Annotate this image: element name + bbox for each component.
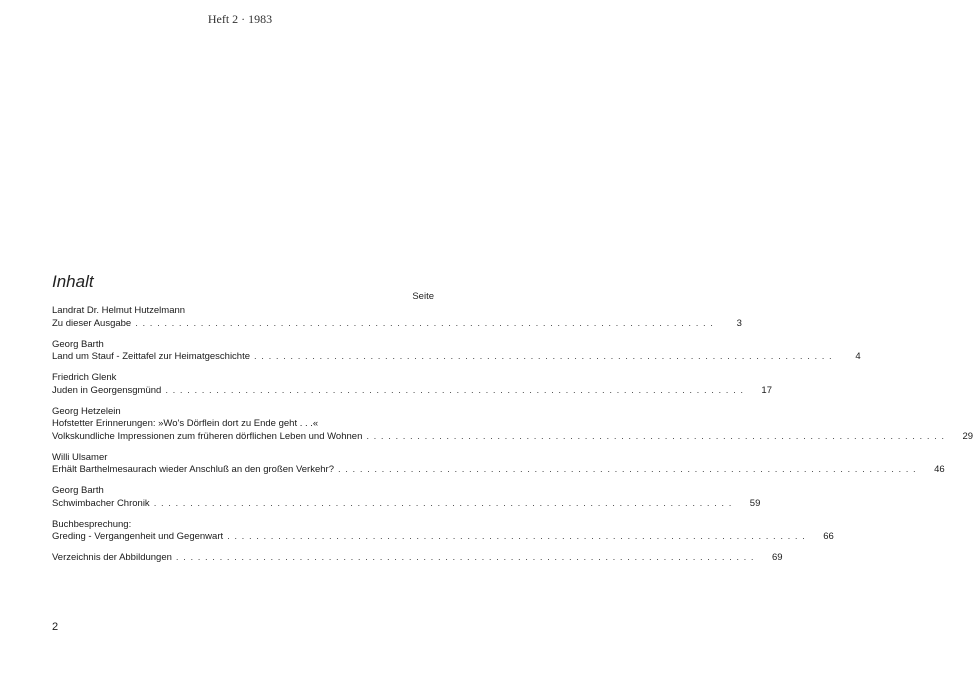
toc-entry [52, 451, 945, 477]
page-title: Inhalt [52, 272, 94, 291]
toc-author: Georg Hetzelein [52, 405, 121, 417]
toc-author: Buchbesprechung: [52, 518, 132, 530]
toc-page: 46 [934, 464, 945, 475]
toc-page: 17 [761, 384, 772, 396]
page-column-label: Seite [412, 291, 434, 302]
toc-line [52, 497, 761, 511]
toc-title: Land um Stauf - Zeittafel zur Heimatgeschichte [52, 351, 251, 362]
toc-entry [52, 485, 761, 510]
toc-entry [52, 518, 834, 544]
toc-page: 3 [736, 317, 742, 329]
table-of-contents [52, 305, 973, 573]
running-header: Heft 2 · 1983 [207, 12, 273, 26]
toc-line [52, 531, 834, 544]
page-number: 2 [52, 621, 59, 633]
toc-entry [52, 552, 783, 565]
toc-leader: . . . . . . . . . . . . . . . . . . . . . . . . . . . . . . . . . . . . . . . . . . . . . . . . . . . . . . . . . . . . . . . . . . . . . . . . . . . . . . . . [227, 531, 806, 542]
toc-author: Friedrich Glenk [52, 372, 117, 383]
toc-line [52, 384, 772, 398]
toc-entry [52, 338, 861, 364]
toc-line [52, 430, 973, 444]
toc-line [52, 552, 783, 565]
toc-author: Willi Ulsamer [52, 451, 108, 463]
toc-title: Zu dieser Ausgabe [52, 317, 132, 329]
toc-author: Georg Barth [52, 338, 104, 350]
toc-title: Erhält Barthelmesaurach wieder Anschluß an den großen Verkehr? [52, 464, 334, 475]
toc-entry [52, 405, 973, 444]
toc-author: Landrat Dr. Helmut Hutzelmann [52, 305, 186, 316]
toc-entry [52, 372, 772, 397]
toc-leader: . . . . . . . . . . . . . . . . . . . . . . . . . . . . . . . . . . . . . . . . . . . . . . . . . . . . . . . . . . . . . . . . . . . . . . . . . . . . . . . . [254, 351, 833, 362]
toc-page: 4 [855, 351, 861, 362]
toc-leader: . . . . . . . . . . . . . . . . . . . . . . . . . . . . . . . . . . . . . . . . . . . . . . . . . . . . . . . . . . . . . . . . . . . . . . . . . . . . . . . . [153, 497, 733, 509]
toc-title: Hofstetter Erinnerungen: »Wo's Dörflein dort zu Ende geht . . .« [52, 418, 319, 429]
toc-page: 69 [772, 552, 783, 563]
toc-line [52, 418, 434, 431]
toc-leader: . . . . . . . . . . . . . . . . . . . . . . . . . . . . . . . . . . . . . . . . . . . . . . . . . . . . . . . . . . . . . . . . . . . . . . . . . . . . . . . . [366, 430, 946, 442]
toc-line [52, 464, 945, 477]
toc-page: 29 [962, 430, 973, 442]
toc-leader: . . . . . . . . . . . . . . . . . . . . . . . . . . . . . . . . . . . . . . . . . . . . . . . . . . . . . . . . . . . . . . . . . . . . . . . . . . . . . . . . [175, 552, 755, 563]
toc-title: Volkskundliche Impressionen zum früheren dörflichen Leben und Wohnen [52, 430, 363, 442]
toc-page: 66 [823, 531, 834, 542]
toc-title: Verzeichnis der Abbildungen [52, 552, 172, 563]
toc-title: Juden in Georgensgmünd [52, 384, 162, 396]
toc-leader: . . . . . . . . . . . . . . . . . . . . . . . . . . . . . . . . . . . . . . . . . . . . . . . . . . . . . . . . . . . . . . . . . . . . . . . . . . . . . . . . [338, 464, 917, 475]
toc-leader: . . . . . . . . . . . . . . . . . . . . . . . . . . . . . . . . . . . . . . . . . . . . . . . . . . . . . . . . . . . . . . . . . . . . . . . . . . . . . . . . [165, 384, 744, 396]
toc-author: Georg Barth [52, 485, 104, 496]
toc-title: Greding - Vergangenheit und Gegenwart [52, 531, 224, 542]
toc-title: Schwimbacher Chronik [52, 497, 150, 509]
toc-line [52, 317, 742, 331]
toc-leader: . . . . . . . . . . . . . . . . . . . . . . . . . . . . . . . . . . . . . . . . . . . . . . . . . . . . . . . . . . . . . . . . . . . . . . . . . . . . . . . . [135, 317, 714, 329]
toc-entry [52, 305, 742, 330]
toc-page: 59 [749, 497, 761, 509]
toc-line [52, 351, 861, 364]
